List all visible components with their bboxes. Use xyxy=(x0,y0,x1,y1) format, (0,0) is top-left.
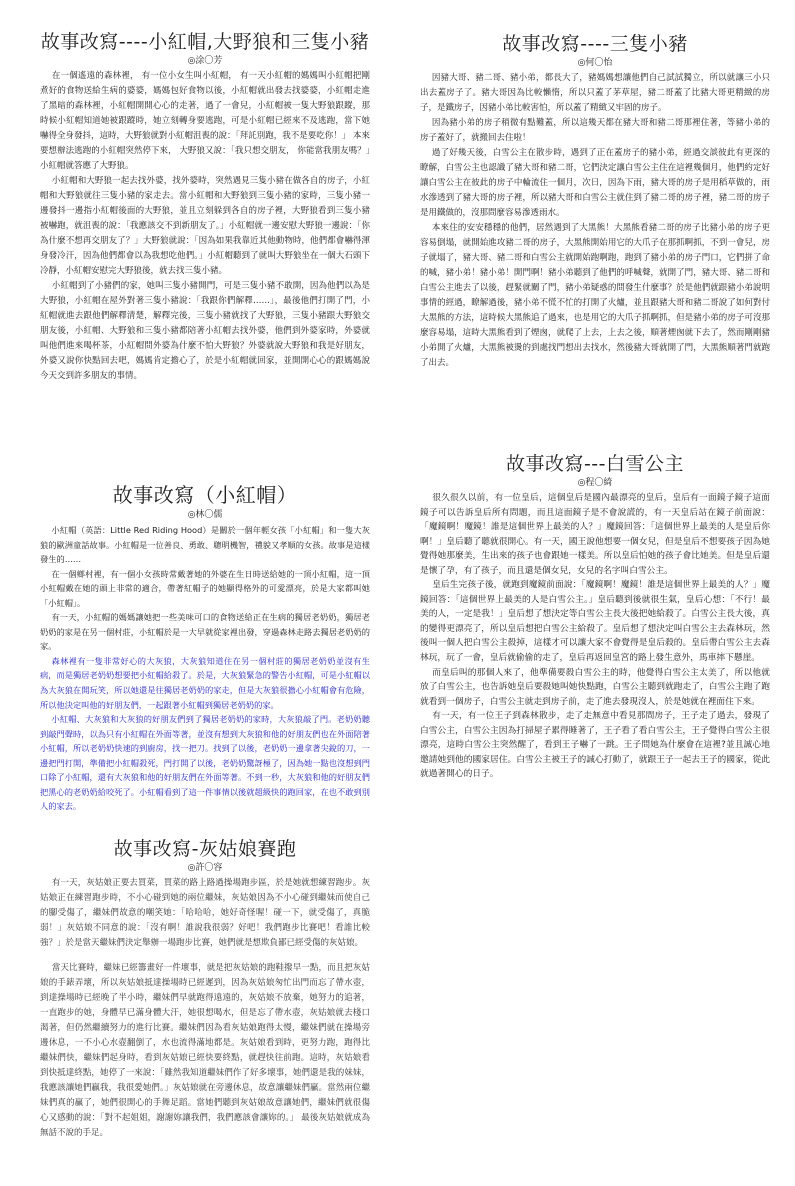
article-title: 故事改寫----小紅帽,大野狼和三隻小豬 xyxy=(40,31,370,53)
article-title: 故事改寫（小紅帽） xyxy=(112,483,298,507)
article-author: ◎林〇儒 xyxy=(187,510,223,520)
article-cinderella-race xyxy=(40,837,370,1177)
article-title: 故事改寫----三隻小豬 xyxy=(502,33,688,55)
article-paragraph: 過了好幾天後，白雪公主在散步時，遇到了正在蓋房子的豬小弟，經過交談彼此有更深的瞭解，白雪公主也認識了豬大哥和豬二哥，它們決定讓白雪公主住在這裡幾個月，他們約定好讓白雪公主在彼此的房子中輪流住一個月，次日，因為下雨，豬大哥的房子是用稻草做的，雨水滲透到了豬大哥的房子裡，所以豬大哥和白雪公主就住到了豬二哥的房子裡，豬二哥的房子是用鐵做的，沒那問麼容易滲透雨水。 xyxy=(420,148,770,218)
article-paragraph: 小紅帽、大灰狼和大灰狼的好朋友們到了獨居老奶奶的家時，大灰狼敲了門。老奶奶聽到敲門聲時，以為只有小紅帽在外面等著，並沒有想到大灰狼和他的好朋友們也在外面陪著小紅帽，所以老奶奶快速的到廚房，找一把刀。找到了以後，老奶奶一邊拿著尖銳的刀，一邊把門打開，準備把小紅帽殺死，門打開了以後，老奶奶驚訝極了，因為她一點也沒想到門口除了小紅帽，還有大灰狼和他的好朋友們在外面等著。不到一秒，大灰狼和他的好朋友們把黑心的老奶奶給咬死了。小紅帽看到了這一件事情以後就超級快的跑回家，在也不敢到別人的家去。 xyxy=(40,714,370,812)
article-paragraph: 皇后生完孩子後，就跑到魔鏡前面說：「魔鏡啊！魔鏡！誰是這個世界上最美的人？」魔鏡回答：「這個世界上最美的人是白雪公主。」皇后聽到後就很生氣，皇后心想：「不行！最美的人，一定是我！」皇后想了想決定等白雪公主長大後把她給殺了。白雪公主長大後，真的變得更漂亮了，所以皇后想把白雪公主給殺了。皇后想了想決定叫白雪公主去森林玩，然後叫一個人把白雪公主殺掉，這樣才可以讓大家不會覺得是皇后殺的。皇后帶白雪公主去森林玩，玩了一會，皇后就偷偷的走了，皇后再返回皇宮的路上發生意外，馬車摔下懸崖。 xyxy=(420,580,770,664)
article-little-red-riding-hood-wolf-pigs xyxy=(40,30,370,462)
article-paragraph: 在一個鄉村裡，有一個小女孩時常戴著她的外婆在生日時送給她的一頂小紅帽，這一頂小紅帽戴在她的頭上非常的適合，帶著紅帽子的她顯得格外的可愛漂亮，於是大家都叫她「小紅帽」。 xyxy=(40,568,370,608)
article-paragraph: 因為豬小弟的房子稍微有點難蓋，所以這幾天都在豬大哥和豬二哥那裡住著，等豬小弟的房子蓋好了，就搬回去住啦！ xyxy=(420,118,770,143)
article-paragraph: 小紅帽和大野狼一起去找外婆，找外婆時，突然遇見三隻小豬在做各自的房子，小紅帽和大野狼就往三隻小豬的家走去。當小紅帽和大野狼到三隻小豬的家時，三隻小豬一邊發抖一邊指小紅帽後面的大野狼，並且立刻躲到各自的房子裡，大野狼看到三隻小豬被嚇跑，就沮喪的說：「我應該交不到新朋友了。」小紅帽就一邊安慰大野狼一邊說：「你為什麼不想再交朋友了？」大野狼就說：「因為如果我靠近其他動物時，他們都會嚇得渾身發冷汗，因為他們都會以為我想吃他們。」小紅帽聽到了就叫大野狼坐在一個大石頭下冷靜，小紅帽安慰完大野狼後，就去找三隻小豬。 xyxy=(40,176,370,276)
article-paragraph: 森林裡有一隻非常好心的大灰狼，大灰狼知道住在另一個村莊的獨居老奶奶並沒有生病，而是獨居老奶奶想要把小紅帽給殺了。於是，大灰狼緊急的警告小紅帽，可是小紅帽以為大灰狼在開玩笑，所以她還是往獨居老奶奶的家走，但是大灰狼很擔心小紅帽會有危險，所以他決定叫他的好朋友們，一起跟著小紅帽到獨居老奶奶的家。 xyxy=(40,655,370,710)
article-paragraph: 有一天，小紅帽的媽媽讓她把一些美味可口的食物送給正在生病的獨居老奶奶，獨居老奶奶的家是在另一個村莊，小紅帽於是一大早就從家裡出發，穿過森林走路去獨居老奶奶的家。 xyxy=(40,612,370,652)
article-author: ◎許〇容 xyxy=(187,863,223,873)
article-snow-white xyxy=(420,452,770,812)
article-paragraph: 本來住的安安穩穩的他們，居然遇到了大黑熊！大黑熊看豬二哥的房子比豬小弟的房子更容易倒塌，就開始進攻豬二哥的房子，大黑熊開始用它的大爪子在那抓啊抓，不到一會兒，房子就塌了，豬大哥、豬二哥和白雪公主就開始跑啊跑，跑到了豬小弟的房子門口，它們拼了命的喊，豬小弟！豬小弟！開門啊！豬小弟聽到了他們的呼喊聲，就開了門，豬大哥、豬二哥和白雪公主進去了以後，趕緊就關了門，豬小弟疑惑的問發生什麼事？於是他們就跟豬小弟說明事情的經過，瞭解過後，豬小弟不慌不忙的打開了火爐，並且跟豬大哥和豬二哥說了如何對付大黑熊的方法，這時候大黑熊追了過來，也是用它的大爪子抓啊抓，但是豬小弟的房子可沒那麼容易塌，這時大黑熊看到了煙囪，就爬了上去，上去之後，順著煙囪就下去了，然而剛剛豬小弟開了火爐，大黑熊被燙的到處找門想出去找水，然後豬大哥就開了門，大黑熊順著門就跑了出去。 xyxy=(420,223,770,368)
article-paragraph: 而皇后叫的那個人來了，他準備要殺白雪公主的時，他覺得白雪公主太美了，所以他就放了白雪公主，也告訴她皇后要殺她叫她快點跑，白雪公主聽到就跑走了，白雪公主跑了跑就看到一個房子，白雪公主就走到房子前，走了進去發現沒人，於是她就在裡面住下來。 xyxy=(420,667,770,707)
article-paragraph: 有一天，有一位王子到森林散步，走了走無意中看見那間房子，王子走了過去，發現了白雪公主，白雪公主因為打掃屋子累得睡著了，王子看了看白雪公主，王子覺得白雪公主很漂亮，這時白雪公主突然醒了，看到王子嚇了一跳。王子問她為什麼會在這裡?並且誠心地邀請她到他的國家居住。白雪公主被王子的誠心打動了，就跟王子一起去王子的國家，從此就過著開心的日子。 xyxy=(420,711,770,780)
article-title: 故事改寫---白雪公主 xyxy=(505,453,685,475)
article-paragraph: 小紅帽到了小豬們的家，她叫三隻小豬開門，可是三隻小豬不敢開，因為他們以為是大野狼，小紅帽在屋外對著三隻小豬說：「我跟你們解釋……」，最後他們打開了門，小紅帽就進去跟他們解釋清楚，解釋完後，三隻小豬就找了大野狼，三隻小豬跟大野狼交朋友後，小紅帽、大野狼和三隻小豬都陪著小紅帽去找外婆，他們到外婆家時，外婆就叫他們進來喝杯茶，小紅帽問外婆為什麼不怕大野狼？外婆就說大野狼和我是好朋友，外婆又說你快點回去吧，媽媽肯定擔心了，於是小紅帽就回家，並開開心心的跟媽媽說今天交到許多朋友的事情。 xyxy=(40,281,370,381)
article-title: 故事改寫-灰姑娘賽跑 xyxy=(113,838,297,860)
article-paragraph: 在一個遙遠的森林裡， 有一位小女生叫小紅帽， 有一天小紅帽的媽媽叫小紅帽把剛煮好的食物送給生病的婆婆，媽媽包好食物以後，小紅帽就出發去找婆婆，小紅帽走進了黑暗的森林裡，小紅帽開開心心的走著，過了一會兒，小紅帽被一隻大野狼跟蹤，那時候小紅帽知道她被跟蹤時，她立刻轉身要逃跑，可是小紅帽已經來不及逃跑，當下她嚇得全身發抖，這時，大野狼就對小紅帽沮喪的說：「拜託別跑，我不是要吃你！」 本來要想辦法逃跑的小紅帽突然停下來， 大野狼又說：「我只想交朋友， 你能當我朋友嗎？」小紅帽就答應了大野狼。 xyxy=(40,71,370,171)
article-author: ◎涂〇芳 xyxy=(187,56,223,66)
article-paragraph: 小紅帽（英語：Little Red Riding Hood）是關於一個年輕女孩「小紅帽」和一隻大灰狼的歐洲童話故事。小紅帽是一位善良、勇敢、聰明機智，禮貌又孝順的女孩。故事是這樣發生的…… xyxy=(40,525,370,565)
article-three-little-pigs xyxy=(420,32,770,412)
article-author: ◎何〇怡 xyxy=(577,58,613,68)
article-author: ◎程〇綺 xyxy=(577,478,613,488)
article-paragraph: 很久很久以前，有一位皇后，這個皇后是國內最漂亮的皇后，皇后有一面鏡子鏡子這面鏡子可以告訴皇后所有問題，而且這面鏡子是不會說謊的，有一天皇后站在鏡子前面說：「魔鏡啊！魔鏡！誰是這個世界上最美的人？」魔鏡回答：「這個世界上最美的人是皇后你啊！」皇后聽了聽就很開心。有一天，國王說他想要一個女兒，但是皇后不想要孩子因為她覺得她那麼美，生出來的孩子也會跟她一樣美。所以皇后怕她的孩子會比她美。但是皇后還是懷了孕，有了孩子，而且還是個女兒，女兒的名字叫白雪公主。 xyxy=(420,493,770,576)
article-paragraph: 有一天，灰姑娘正要去買菜，買菜的路上路過操場跑步區，於是她就想練習跑步。灰姑娘正在練習跑步時，不小心碰到她的兩位繼妹，灰姑娘因為不小心碰到繼妹而使自己的腳受傷了，繼妹們故意的嘲笑她：「哈哈哈，她好奇怪喔！碰一下，就受傷了，真脆弱！」灰姑娘不同意的說：「沒有啊！誰說我很弱？好吧！我們跑步比賽吧！看誰比較強？」於是當天繼妹們決定舉辦一場跑步比賽，她們就是想欺負鄙已經受傷的灰姑娘。 xyxy=(40,878,370,948)
article-little-red-riding-hood xyxy=(40,482,370,817)
article-paragraph: 當天比賽時，繼妹已經籌畫好一件壞事，就是把灰姑娘的跑鞋撥早一點，而且把灰姑娘的手錶弄壞，所以灰姑娘抵達操場時已經遲到，因為灰姑娘匆忙出門而忘了帶水壺，到達操場時已經晚了半小時，繼妹們早就跑得遠遠的，灰姑娘不放棄，她努力的追著，一直跑步的她，身體早已滿身體大汗，她很想喝水，但是忘了帶水壺，灰姑娘就去棧口渴著，但仍然繼續努力的進行比賽。繼妹們因為看灰姑娘跑得太慢，繼妹們就在操場旁邊休息，一不小心水壺翻倒了，水也流得滿地都是。灰姑娘看到時，更努力跑，跑得比繼妹們快，繼妹們起身時，看到灰姑娘已經快要終點，就趕快往前跑。這時，灰姑娘看到快抵達終點，她停了一來說：「雖然我知道繼妹們作了好多壞事，她們還是我的妹妹，我應該讓她們贏我，我很愛她們。」灰姑娘就在旁邊休息，故意讓繼妹們贏。當然兩位繼妹們真的贏了，她們很開心的手舞足蹈。當她們聽到灰姑娘故意讓她們，繼妹們就很傷心又感動的說：「對不起姐姐，謝謝妳讓我們，我們應該會讓妳的。」 最後灰姑娘就成為無話不說的手足。 xyxy=(40,963,370,1138)
article-paragraph: 因豬大哥、豬二哥、豬小弟，都長大了，豬媽媽想讓他們自己試試獨立，所以就讓三小只出去蓋房子了。豬大哥因為比較懶惰，所以只蓋了茅草屋，豬二哥蓋了比豬大哥更精緻的房子，是鐵房子，因豬小弟比較害怕，所以蓋了精緻又牢固的房子。 xyxy=(420,73,770,113)
